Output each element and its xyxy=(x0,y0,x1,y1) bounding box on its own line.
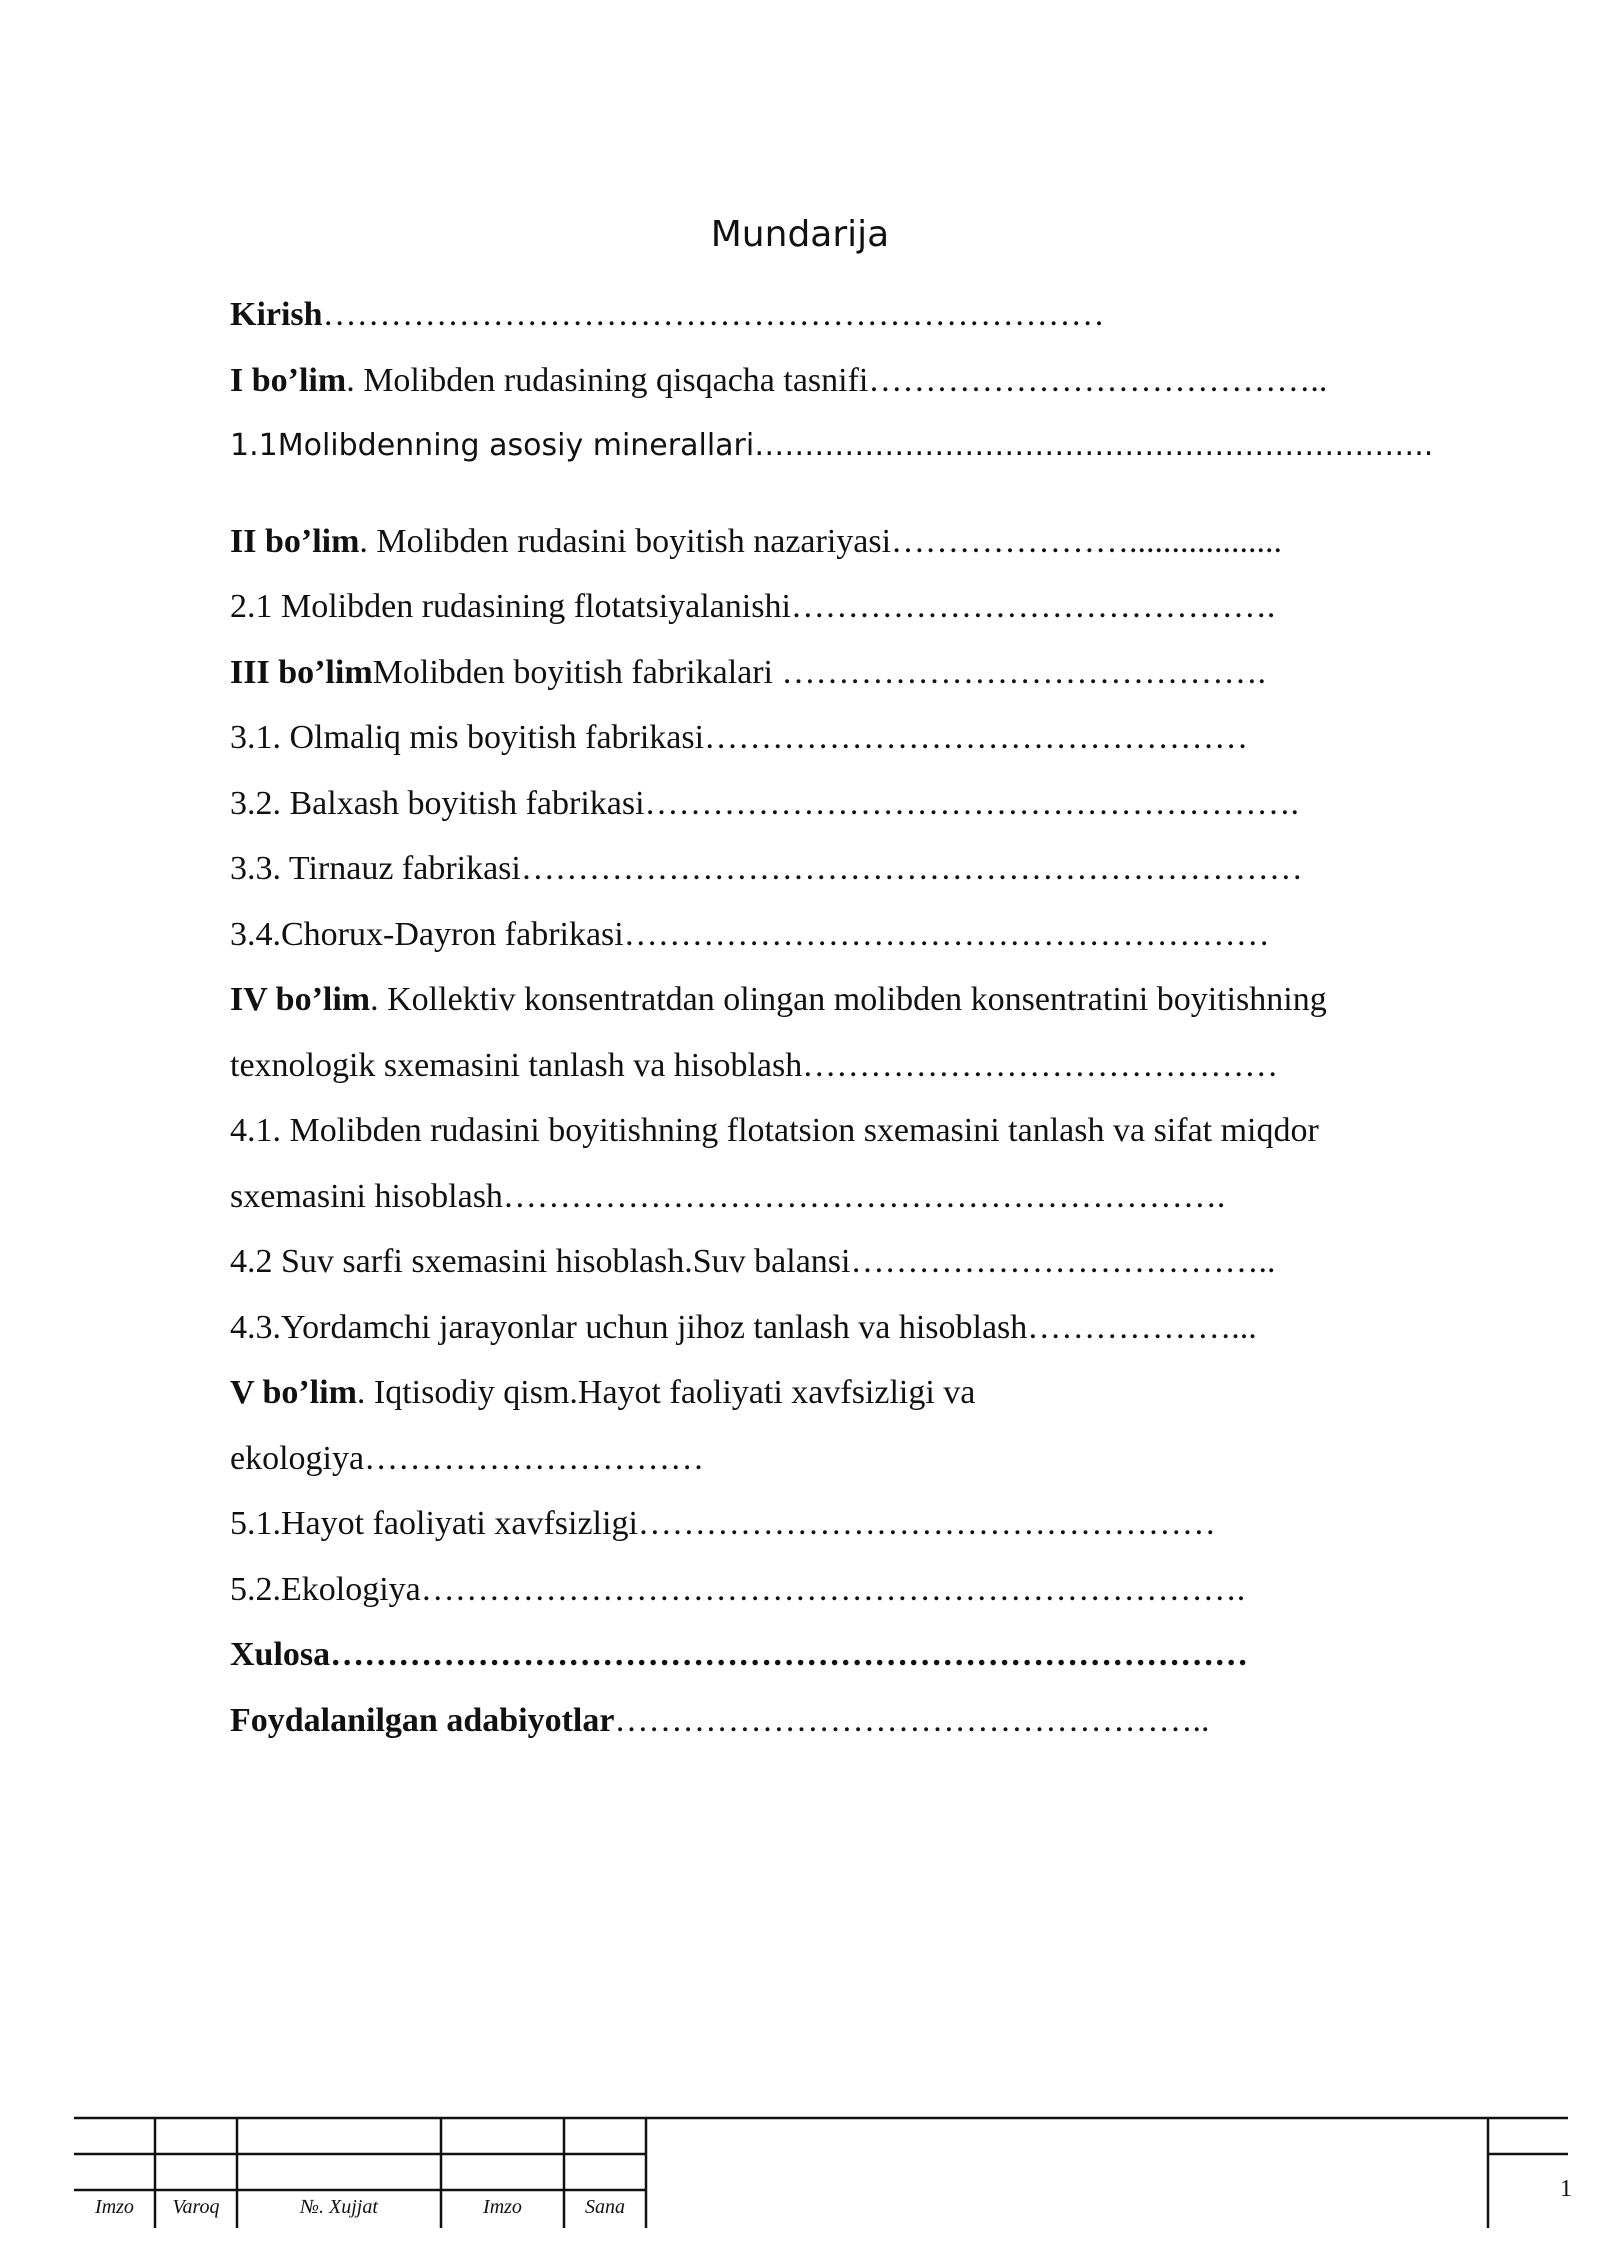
toc-entry-text: …………………………………………………………… xyxy=(322,296,1105,333)
toc-entry[interactable] xyxy=(230,1237,1470,1303)
toc-entry[interactable] xyxy=(230,1499,1470,1565)
toc-entry-text: 3.4.Chorux-Dayron fabrikasi………………………………………………… xyxy=(230,915,1270,953)
toc-entry[interactable] xyxy=(230,1630,1470,1696)
toc-entry-text: 4.2 Suv sarfi sxemasini hisoblash.Suv balansi……………………………….. xyxy=(230,1243,1276,1280)
page-title: Mundarija xyxy=(710,214,890,255)
toc-entry-text: 5.2.Ekologiya………………………………………………………………. xyxy=(230,1570,1246,1608)
toc-entry-heading: V bo’lim xyxy=(230,1374,357,1411)
stamp-label-signature: Imzo xyxy=(95,2196,134,2218)
toc-entry[interactable] xyxy=(230,844,1470,910)
toc-entry-heading: III bo’lim xyxy=(230,653,373,691)
toc-entry-text: 4.1. Molibden rudasini boyitishning flotatsion sxemasini tanlash va sifat miqdor xyxy=(230,1112,1319,1149)
toc-entry[interactable] xyxy=(230,910,1470,976)
toc-entry[interactable] xyxy=(230,517,1470,583)
toc-entry-heading: I bo’lim xyxy=(230,361,347,399)
toc-entry-text: 3.1. Olmaliq mis boyitish fabrikasi………………………………………… xyxy=(230,719,1249,756)
toc-entry-text: 2.1 Molibden rudasining flotatsiyalanishi……………………………………. xyxy=(230,588,1276,625)
toc-entry[interactable] xyxy=(230,1303,1470,1369)
toc-entry-continuation[interactable] xyxy=(230,1172,1470,1238)
stamp-label-sheet: Varoq xyxy=(172,2196,220,2218)
toc-entry-text: …………………………………………….. xyxy=(614,1701,1210,1739)
toc-entry[interactable] xyxy=(230,1565,1470,1631)
toc-entry[interactable] xyxy=(230,356,1470,422)
stamp-label-signature-2: Imzo xyxy=(483,2196,522,2218)
toc-entry-text: . Molibden rudasining qisqacha tasnifi………………………………….. xyxy=(346,361,1328,399)
toc-entry[interactable] xyxy=(230,713,1470,779)
toc-entry-heading: II bo’lim xyxy=(230,522,360,560)
toc-entry-text: . Iqtisodiy qism.Hayot faoliyati xavfsizligi va xyxy=(356,1374,976,1411)
toc-entry-text: . Molibden rudasini boyitish nazariyasi………………….................. xyxy=(359,522,1283,560)
toc-entry-heading: Xulosa……………………………………………………………………… xyxy=(230,1636,1249,1673)
toc-entry[interactable] xyxy=(230,779,1470,845)
toc-entry[interactable] xyxy=(230,1368,1470,1434)
toc-entry-continuation[interactable] xyxy=(230,1434,1470,1500)
stamp-label-document-number: №. Xujjat xyxy=(300,2196,378,2218)
toc-entry[interactable] xyxy=(230,582,1470,648)
toc-entry[interactable] xyxy=(230,421,1470,487)
toc-entry-text: 3.3. Tirnauz fabrikasi…………………………………………………………… xyxy=(230,850,1303,887)
toc-entry-text: 5.1.Hayot faoliyati xavfsizligi…………………………………………… xyxy=(230,1505,1216,1542)
toc-entry-text: 3.2. Balxash boyitish fabrikasi…………………………………………………. xyxy=(230,784,1300,822)
toc-entry-text: ekologiya………………………… xyxy=(230,1439,705,1477)
toc-entry-heading: IV bo’lim xyxy=(230,981,371,1018)
toc-entry[interactable] xyxy=(230,1696,1470,1762)
toc-entry[interactable] xyxy=(230,290,1470,356)
toc-entry-text: texnologik sxemasini tanlash va hisoblash…………………………………… xyxy=(230,1046,1279,1084)
page-number: 1 xyxy=(1560,2176,1572,2202)
toc-entry-heading: Kirish xyxy=(230,296,323,333)
toc-entry-heading: Foydalanilgan adabiyotlar xyxy=(230,1701,615,1739)
toc-entry-text: 4.3.Yordamchi jarayonlar uchun jihoz tanlash va hisoblash………………... xyxy=(230,1308,1257,1346)
toc-entry-continuation[interactable] xyxy=(230,1041,1470,1107)
stamp-label-date: Sana xyxy=(585,2196,625,2218)
toc-entry[interactable] xyxy=(230,1106,1470,1172)
toc-entry-text: sxemasini hisoblash………………………………………………………. xyxy=(230,1177,1226,1215)
toc-entry-text: Molibden boyitish fabrikalari ……………………………………. xyxy=(372,653,1267,691)
toc-entry-text: . Kollektiv konsentratdan olingan molibden konsentratini boyitishning xyxy=(370,981,1327,1018)
toc-entry-text: 1.1Molibdenning asosiy minerallari………………………………………………………….. xyxy=(230,428,1434,463)
table-of-contents xyxy=(230,290,1470,1761)
toc-entry[interactable] xyxy=(230,975,1470,1041)
toc-entry[interactable] xyxy=(230,648,1470,714)
